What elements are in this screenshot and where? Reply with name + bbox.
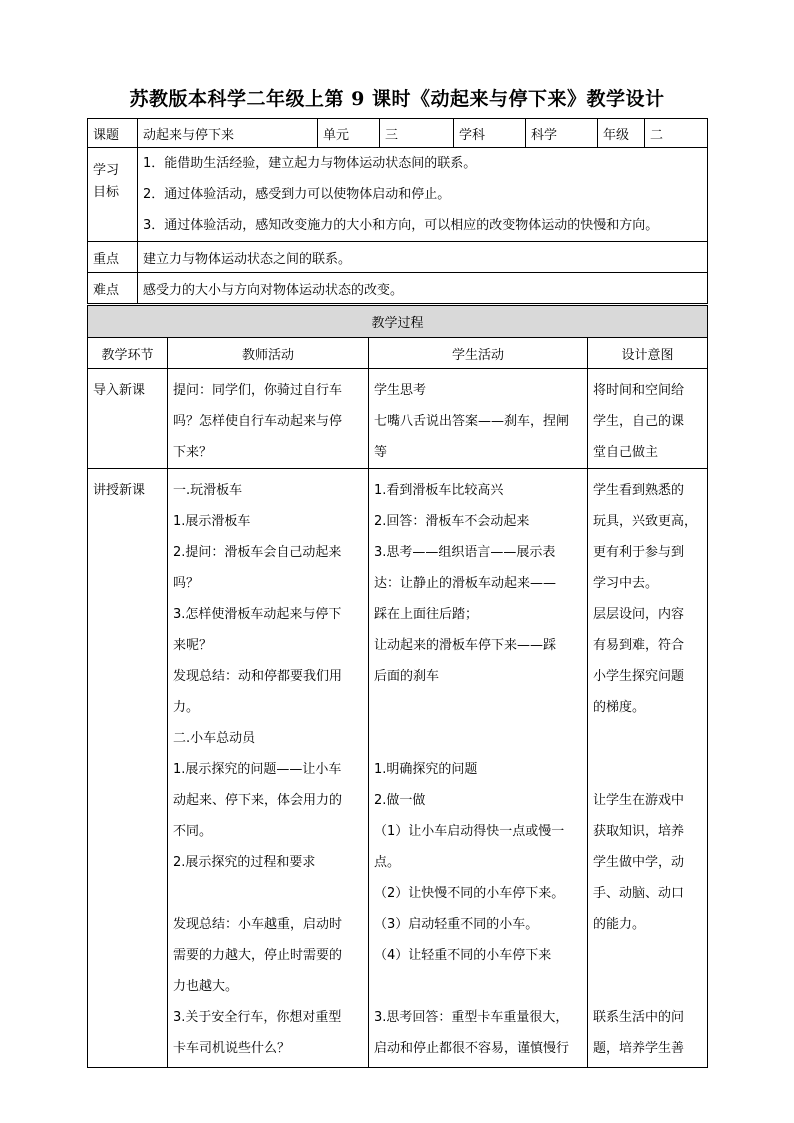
lesson-teacher-line: 3.怎样使滑板车动起来与停下: [173, 607, 342, 622]
intro-intent: 将时间和空间给 学生，自己的课 堂自己做主: [588, 369, 708, 469]
lesson-student: [369, 469, 588, 1068]
intro-student: 学生思考 七嘴八舌说出答案——刹车，捏闸 等: [369, 369, 588, 469]
lesson-student-line: 让动起来的滑板车停下来——踩: [374, 638, 557, 653]
goal-item: 1．能借助生活经验，建立起力与物体运动状态间的联系。: [143, 156, 477, 171]
lesson-stage: 讲授新课: [88, 469, 168, 1068]
lesson-intent-line: 让学生在游戏中: [593, 793, 685, 808]
lesson-intent-line: 有易到难，符合: [593, 638, 685, 653]
subject-label: 学科: [454, 119, 526, 148]
lesson-student-line: 2.做一做: [374, 793, 426, 808]
lesson-student-line: 启动和停止都很不容易，谨慎慢行: [374, 1041, 570, 1056]
lesson-teacher-line: 3.关于安全行车，你想对重型: [173, 1010, 342, 1025]
lesson-student-line: 3.思考——组织语言——展示表: [374, 545, 556, 560]
header-teacher: 教师活动: [168, 338, 369, 369]
lesson-intent-line: 玩具，兴致更高，: [593, 514, 698, 529]
header-intent: 设计意图: [588, 338, 708, 369]
lesson-row: [88, 469, 708, 1068]
lesson-teacher-line: 1.展示滑板车: [173, 514, 251, 529]
lesson-student-line: 1.看到滑板车比较高兴: [374, 483, 504, 498]
key-point-label: 重点: [88, 242, 138, 273]
lesson-intent-line: [593, 971, 702, 1002]
intro-teacher: 提问：同学们，你骑过自行车 吗？怎样使自行车动起来与停 下来？: [168, 369, 369, 469]
lesson-intent-line: [593, 940, 702, 971]
key-point-value: 建立力与物体运动状态之间的联系。: [138, 242, 708, 273]
lesson-intent-line: [593, 754, 702, 785]
difficulty-label: 难点: [88, 273, 138, 304]
intro-row: [88, 369, 708, 469]
process-section-title: 教学过程: [88, 306, 708, 338]
lesson-teacher-line: 卡车司机说些什么？: [173, 1041, 291, 1056]
lesson-intent-line: 的能力。: [593, 917, 646, 932]
lesson-student-line: 1.明确探究的问题: [374, 762, 478, 777]
lesson-intent-line: 学习中去。: [593, 576, 659, 591]
goal-item: 3．通过体验活动，感知改变施力的大小和方向，可以相应的改变物体运动的快慢和方向。: [143, 218, 659, 233]
difficulty-row: [88, 273, 708, 304]
lesson-intent-line: 学生做中学，动: [593, 855, 685, 870]
lesson-student-line: 后面的刹车: [374, 669, 440, 684]
lesson-teacher-line: 需要的力越大，停止时需要的: [173, 948, 343, 963]
lesson-teacher-line: 力。: [173, 700, 200, 715]
lesson-teacher-line: [173, 878, 363, 909]
lesson-student-line: 2.回答：滑板车不会动起来: [374, 514, 530, 529]
lesson-intent-line: 获取知识，培养: [593, 824, 685, 839]
goals-list: [138, 148, 708, 242]
lesson-student-line: [374, 723, 582, 754]
lesson-teacher: [168, 469, 369, 1068]
key-point-row: [88, 242, 708, 273]
lesson-teacher-line: 一.玩滑板车: [173, 483, 243, 498]
lesson-student-line: 3.思考回答：重型卡车重量很大，: [374, 1010, 569, 1025]
topic-value: 动起来与停下来: [138, 119, 318, 148]
grade-label: 年级: [598, 119, 645, 148]
lesson-student-line: （2）让快慢不同的小车停下来。: [374, 886, 565, 901]
lesson-intent-line: [593, 723, 702, 754]
lesson-intent-line: 层层设问，内容: [593, 607, 685, 622]
lesson-intent-line: 更有利于参与到: [593, 545, 685, 560]
lesson-student-line: [374, 971, 582, 1002]
unit-value: 三: [380, 119, 454, 148]
lesson-student-line: 点。: [374, 855, 401, 870]
lesson-teacher-line: 力也越大。: [173, 979, 239, 994]
lesson-intent-line: 的梯度。: [593, 700, 646, 715]
header-stage: 教学环节: [88, 338, 168, 369]
process-table: [87, 305, 708, 1068]
lesson-intent-line: 联系生活中的问: [593, 1010, 685, 1025]
lesson-student-line: （1）让小车启动得快一点或慢一: [374, 824, 565, 839]
goals-label: 学习 目标: [88, 148, 138, 242]
difficulty-value: 感受力的大小与方向对物体运动状态的改变。: [138, 273, 708, 304]
lesson-teacher-line: 吗？: [173, 576, 200, 591]
lesson-intent-line: 题，培养学生善: [593, 1041, 685, 1056]
lesson-teacher-line: 发现总结：小车越重，启动时: [173, 917, 343, 932]
goals-row: [88, 148, 708, 242]
lesson-teacher-line: 二.小车总动员: [173, 731, 256, 746]
lesson-intent-line: 小学生探究问题: [593, 669, 685, 684]
process-title-row: [88, 306, 708, 338]
lesson-student-line: 达：让静止的滑板车动起来——: [374, 576, 557, 591]
lesson-student-line: （4）让轻重不同的小车停下来: [374, 948, 552, 963]
lesson-student-line: 踩在上面往后踏；: [374, 607, 479, 622]
unit-label: 单元: [318, 119, 380, 148]
goal-item: 2．通过体验活动，感受到力可以使物体启动和停止。: [143, 187, 451, 202]
lesson-intent: [588, 469, 708, 1068]
header-student: 学生活动: [369, 338, 588, 369]
page-title: 苏教版本科学二年级上第 9 课时《动起来与停下来》教学设计: [129, 88, 665, 110]
lesson-teacher-line: 不同。: [173, 824, 213, 839]
lesson-intent-line: 学生看到熟悉的: [593, 483, 685, 498]
lesson-teacher-line: 动起来、停下来，体会用力的: [173, 793, 343, 808]
intro-stage: 导入新课: [88, 369, 168, 469]
topic-label: 课题: [88, 119, 138, 148]
lesson-teacher-line: 来呢？: [173, 638, 213, 653]
lesson-teacher-line: 1.展示探究的问题——让小车: [173, 762, 342, 777]
lesson-student-line: [374, 692, 582, 723]
info-table: [87, 118, 708, 304]
lesson-teacher-line: 发现总结：动和停都要我们用: [173, 669, 343, 684]
info-row: [88, 119, 708, 148]
process-header-row: [88, 338, 708, 369]
grade-value: 二: [645, 119, 708, 148]
lesson-student-line: （3）启动轻重不同的小车。: [374, 917, 539, 932]
lesson-teacher-line: 2.提问：滑板车会自己动起来: [173, 545, 342, 560]
subject-value: 科学: [526, 119, 598, 148]
lesson-intent-line: 手、动脑、动口: [593, 886, 685, 901]
lesson-teacher-line: 2.展示探究的过程和要求: [173, 855, 316, 870]
